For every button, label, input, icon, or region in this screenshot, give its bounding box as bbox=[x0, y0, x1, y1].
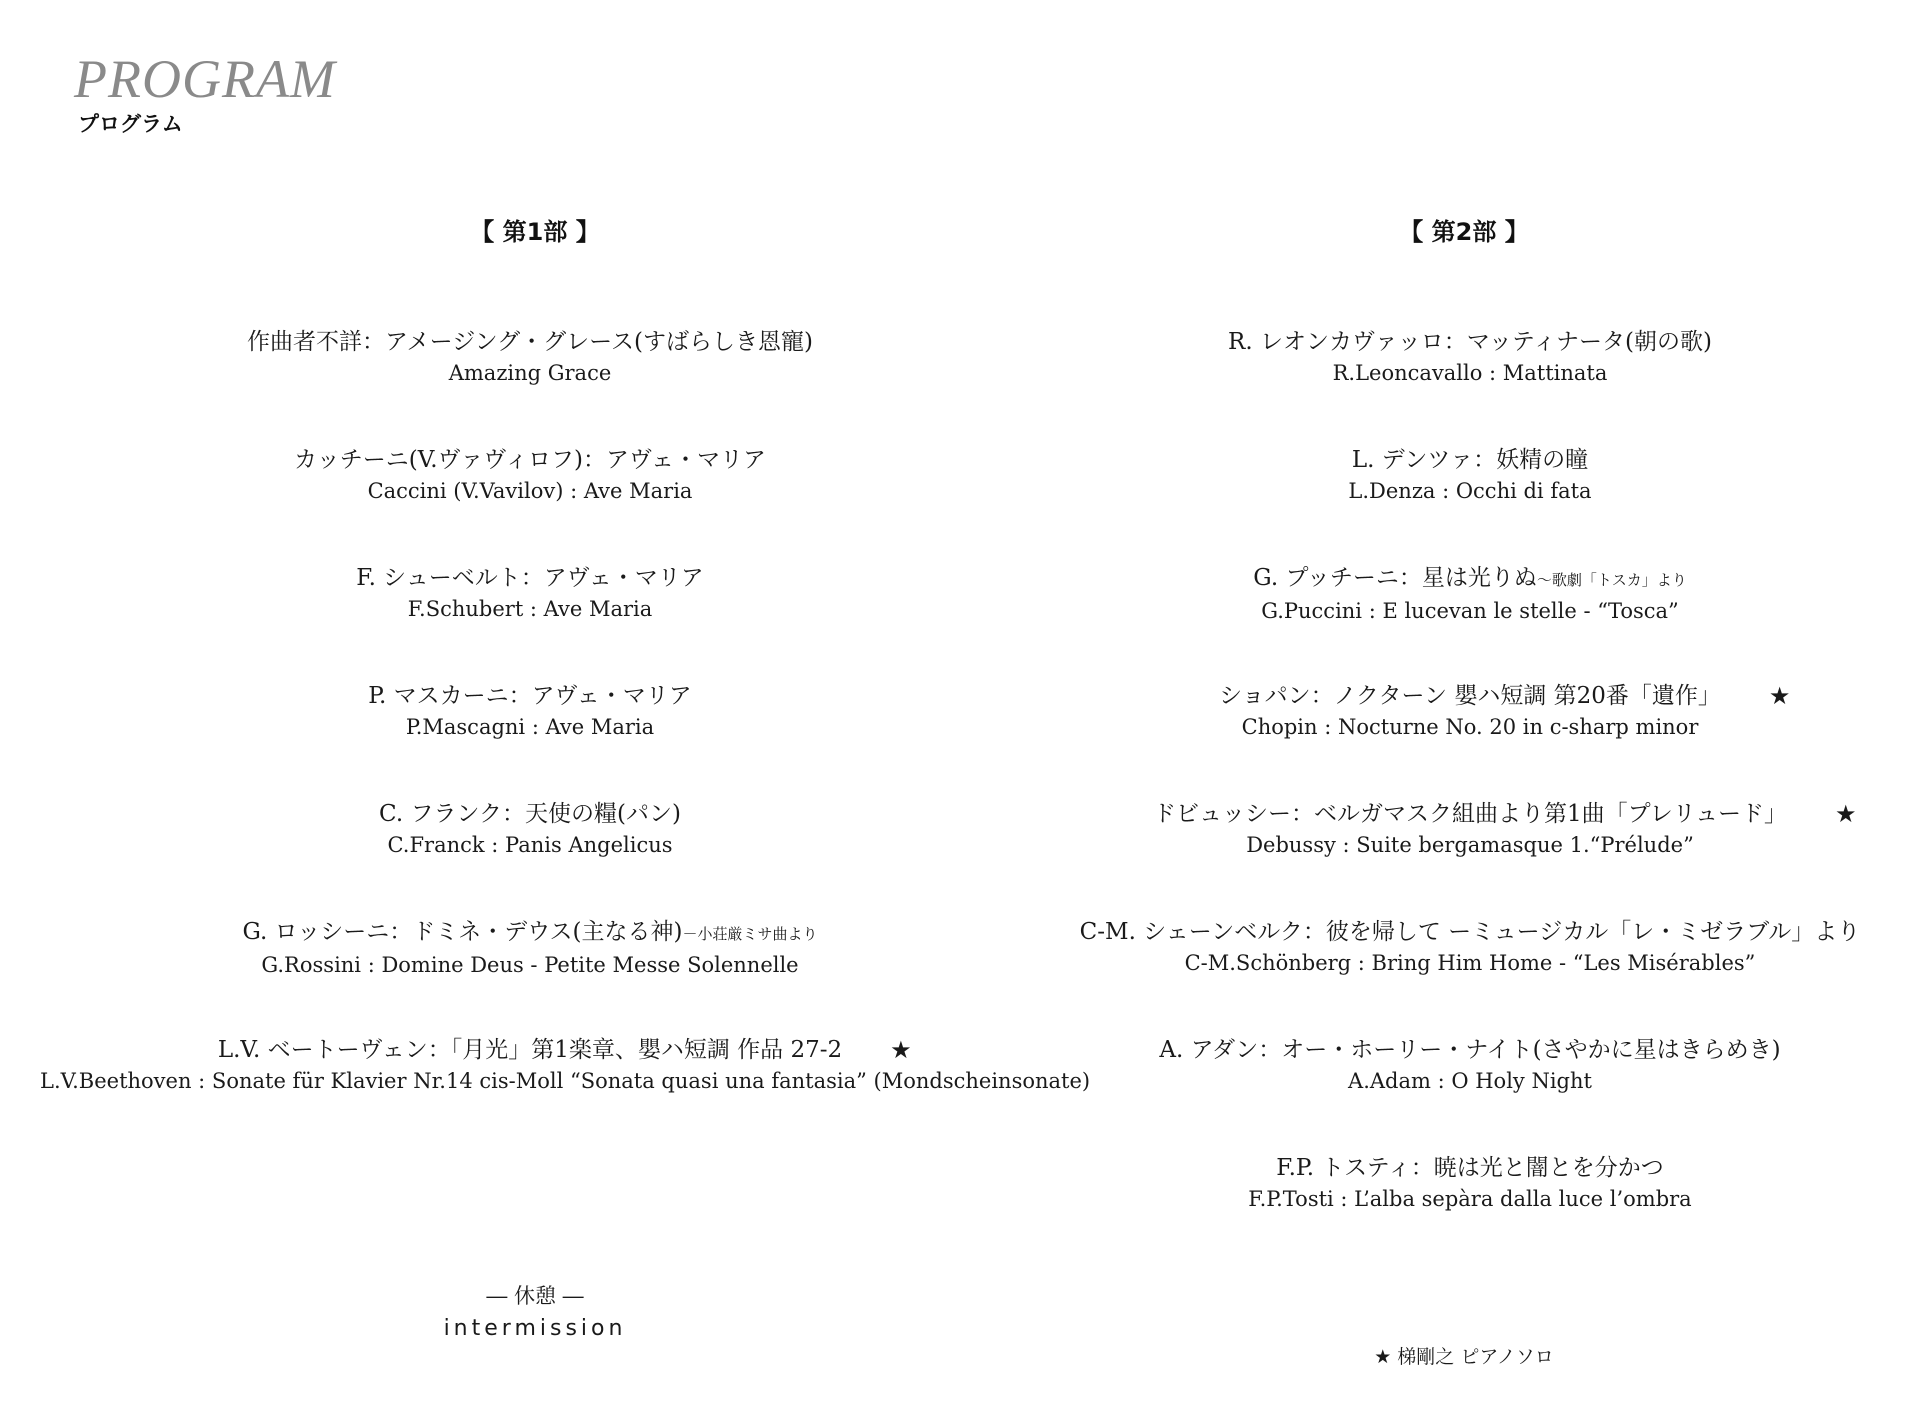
program-title-en: PROGRAM bbox=[74, 49, 336, 109]
piece-title-ja: 作曲者不詳：アメージング・グレース(すばらしき恩寵) bbox=[247, 329, 813, 355]
program-item bbox=[1030, 916, 1909, 1034]
piece-title-en: Chopin : Nocturne No. 20 in c-sharp minor bbox=[1241, 715, 1699, 739]
part1-program-list bbox=[40, 326, 1091, 1152]
piece-source-note: －小荘厳ミサ曲より bbox=[682, 925, 818, 943]
program-item bbox=[1030, 326, 1909, 444]
program-item bbox=[40, 326, 1020, 444]
piece-title-ja: G. ロッシーニ：ドミネ・デウス(主なる神)－小荘厳ミサ曲より bbox=[242, 919, 818, 945]
program-item bbox=[40, 916, 1020, 1034]
program-item bbox=[40, 444, 1020, 562]
piece-title-en: C-M.Schönberg : Bring Him Home - “Les Misérables” bbox=[1184, 951, 1756, 975]
piece-title-ja: P. マスカーニ：アヴェ・マリア bbox=[368, 683, 692, 709]
piece-title-en: C.Franck : Panis Angelicus bbox=[387, 833, 673, 857]
program-item bbox=[1030, 680, 1909, 798]
piece-title-en: L.Denza : Occhi di fata bbox=[1348, 479, 1592, 503]
star-icon: ★ bbox=[1835, 800, 1857, 828]
piece-title-ja: ドビュッシー：ベルガマスク組曲より第1曲「プレリュード」 ★ bbox=[1152, 800, 1857, 828]
piece-title-en: F.P.Tosti : L’alba sepàra dalla luce l’ombra bbox=[1248, 1187, 1692, 1211]
piece-title-ja: C-M. シェーンベルク：彼を帰して ーミュージカル「レ・ミゼラブル」より bbox=[1079, 919, 1861, 945]
piece-title-ja: F. シューベルト：アヴェ・マリア bbox=[356, 565, 704, 591]
piece-title-en: A.Adam : O Holy Night bbox=[1348, 1069, 1592, 1093]
piece-title-en: Amazing Grace bbox=[448, 361, 612, 385]
star-icon: ★ bbox=[890, 1036, 912, 1064]
piece-title-ja: R. レオンカヴァッロ：マッティナータ(朝の歌) bbox=[1228, 329, 1712, 355]
program-item bbox=[1030, 798, 1909, 916]
piece-title-en: Caccini (V.Vavilov) : Ave Maria bbox=[367, 479, 693, 503]
piece-title-en: G.Rossini : Domine Deus - Petite Messe Solennelle bbox=[261, 953, 799, 977]
piano-solo-footnote: ★ 梯剛之 ピアノソロ bbox=[1374, 1346, 1554, 1368]
intermission bbox=[385, 1280, 685, 1346]
piece-title-en: L.V.Beethoven : Sonate für Klavier Nr.14 cis-Moll “Sonata quasi una fantasia” (Mondscheinsonate) bbox=[40, 1069, 1091, 1093]
program-item bbox=[40, 562, 1020, 680]
part2-program-list bbox=[1030, 326, 1909, 1270]
piece-source-note: ～歌劇「トスカ」より bbox=[1536, 571, 1687, 589]
program-title-ja: プログラム bbox=[78, 112, 183, 136]
piece-title-ja: L.V. ベートーヴェン：「月光」第1楽章、嬰ハ短調 作品 27-2 ★ bbox=[217, 1036, 912, 1064]
piece-title-ja: L. デンツァ：妖精の瞳 bbox=[1351, 447, 1589, 473]
program-item bbox=[1030, 1034, 1909, 1152]
intermission-label-en: intermission bbox=[443, 1316, 627, 1341]
program-item bbox=[40, 798, 1020, 916]
star-icon: ★ bbox=[1768, 682, 1791, 710]
piece-title-ja: ショパン：ノクターン 嬰ハ短調 第20番「遺作」 ★ bbox=[1219, 682, 1791, 710]
intermission-label-ja: ― 休憩 ― bbox=[486, 1284, 584, 1308]
piece-title-en: P.Mascagni : Ave Maria bbox=[405, 715, 655, 739]
program-item bbox=[40, 1034, 1091, 1152]
piece-title-en: R.Leoncavallo : Mattinata bbox=[1332, 361, 1608, 385]
piece-title-ja: G. プッチーニ：星は光りぬ～歌劇「トスカ」より bbox=[1253, 565, 1687, 591]
piece-title-en: F.Schubert : Ave Maria bbox=[407, 597, 653, 621]
program-item bbox=[1030, 562, 1909, 680]
program-item bbox=[40, 680, 1020, 798]
piece-title-ja: C. フランク：天使の糧(パン) bbox=[379, 801, 681, 827]
piece-title-en: Debussy : Suite bergamasque 1.“Prélude” bbox=[1246, 833, 1694, 857]
program-item bbox=[1030, 1152, 1909, 1270]
piece-title-ja: A. アダン：オー・ホーリー・ナイト(さやかに星はきらめき) bbox=[1159, 1037, 1781, 1063]
part2-title: 【 第2部 】 bbox=[1399, 218, 1529, 246]
program-item bbox=[1030, 444, 1909, 562]
program-header bbox=[74, 49, 336, 136]
part1-title: 【 第1部 】 bbox=[470, 218, 600, 246]
piece-title-ja: カッチーニ(V.ヴァヴィロフ)：アヴェ・マリア bbox=[293, 447, 767, 473]
piece-title-en: G.Puccini : E lucevan le stelle - “Tosca” bbox=[1261, 599, 1679, 623]
piece-title-ja: F.P. トスティ：暁は光と闇とを分かつ bbox=[1276, 1155, 1664, 1181]
